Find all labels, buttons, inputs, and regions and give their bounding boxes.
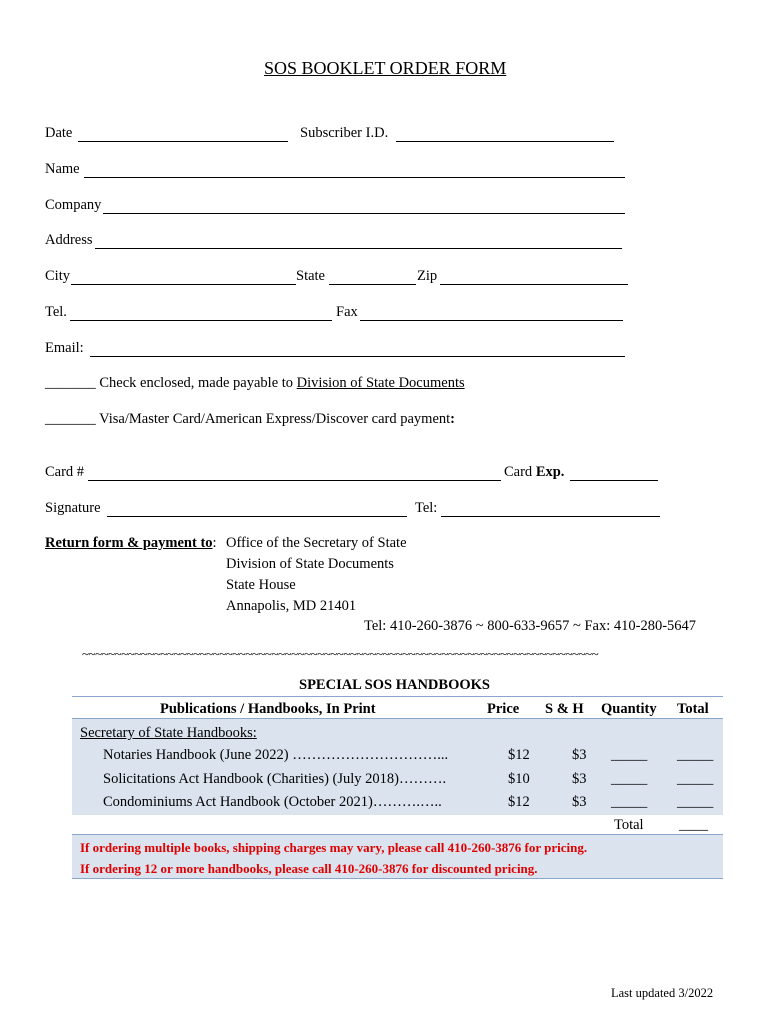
company-label: Company: [45, 197, 102, 213]
email-field[interactable]: [90, 356, 625, 357]
card-number-label: Card #: [45, 464, 85, 480]
zip-label: Zip: [417, 268, 438, 284]
table-top-rule: [72, 696, 723, 697]
row-2-sh: $3: [572, 771, 587, 787]
state-label: State: [296, 268, 325, 284]
city-field[interactable]: [71, 284, 296, 285]
name-field[interactable]: [84, 177, 625, 178]
card-colon: :: [450, 411, 456, 427]
bulk-note: If ordering 12 or more handbooks, please call 410-260-3876 for discounted pricing.: [80, 861, 538, 876]
row-1-qty[interactable]: _____: [611, 747, 648, 763]
card-exp-field[interactable]: [570, 480, 658, 481]
subscriber-id-field[interactable]: [396, 141, 614, 142]
shipping-note: If ordering multiple books, shipping charges may vary, please call 410-260-3876 for pricing.: [80, 840, 588, 855]
fax-label: Fax: [336, 304, 358, 320]
col-sh: S & H: [545, 701, 584, 717]
signature-field[interactable]: [107, 516, 407, 517]
return-line-4: Annapolis, MD 21401: [226, 598, 357, 614]
card-exp-label: [504, 464, 564, 481]
grand-total-label: Total: [614, 817, 644, 833]
row-3-total[interactable]: _____: [677, 794, 714, 810]
fax-field[interactable]: [360, 320, 623, 321]
notes-top-rule: [72, 834, 723, 835]
last-updated: Last updated 3/2022: [611, 986, 714, 1000]
row-1-total[interactable]: _____: [677, 747, 714, 763]
row-3-qty[interactable]: _____: [611, 794, 648, 810]
email-label: Email:: [45, 340, 84, 356]
subscriber-id-label: Subscriber I.D.: [300, 125, 389, 141]
return-line-1: Office of the Secretary of State: [226, 535, 407, 551]
col-price: Price: [487, 701, 520, 717]
return-contact: Tel: 410-260-3876 ~ 800-633-9657 ~ Fax: 410-280-5647: [364, 618, 697, 634]
return-line-2: Division of State Documents: [226, 556, 394, 572]
return-line-3: State House: [226, 577, 296, 593]
company-field[interactable]: [103, 213, 625, 214]
card-exp-prefix: Card: [504, 464, 533, 480]
state-field[interactable]: [329, 284, 416, 285]
signature-tel-label: Tel:: [415, 500, 438, 516]
tel-field[interactable]: [70, 320, 332, 321]
signature-label: Signature: [45, 500, 101, 516]
card-number-field[interactable]: [88, 480, 501, 481]
return-label-colon: :: [212, 535, 217, 551]
card-option[interactable]: [45, 411, 455, 428]
tel-label: Tel.: [45, 304, 67, 320]
row-2-price: $10: [508, 771, 530, 787]
form-title: SOS BOOKLET ORDER FORM: [264, 58, 507, 78]
col-quantity: Quantity: [601, 701, 657, 717]
row-1-sh: $3: [572, 747, 587, 763]
table-bottom-rule: [72, 878, 723, 879]
check-text: Check enclosed, made payable to: [99, 375, 294, 391]
name-label: Name: [45, 161, 80, 177]
tilde-divider: ~~~~~~~~~~~~~~~~~~~~~~~~~~~~~~~~~~~~~~~~~~~~~~~~~~~~~~~~~~~~~~~~~~~~~~~~~~~~~~~: [82, 646, 599, 661]
row-1-price: $12: [508, 747, 530, 763]
row-2-total[interactable]: _____: [677, 771, 714, 787]
date-label: Date: [45, 125, 73, 141]
check-blank: _______: [45, 375, 96, 391]
city-label: City: [45, 268, 70, 284]
card-exp-text: Exp.: [535, 464, 565, 480]
return-label-text: Return form & payment to: [45, 535, 213, 551]
row-3-price: $12: [508, 794, 530, 810]
address-field[interactable]: [95, 248, 622, 249]
row-1-name: Notaries Handbook (June 2022) …………………………...: [103, 747, 449, 763]
signature-tel-field[interactable]: [441, 516, 660, 517]
row-3-name: Condominiums Act Handbook (October 2021)……….…..: [103, 794, 442, 810]
row-2-name: Solicitations Act Handbook (Charities) (July 2018)……….: [103, 771, 447, 787]
address-label: Address: [45, 232, 93, 248]
col-total: Total: [677, 701, 709, 717]
card-blank: _______: [45, 411, 96, 427]
row-3-sh: $3: [572, 794, 587, 810]
col-publications: Publications / Handbooks, In Print: [160, 701, 376, 717]
grand-total-field[interactable]: ____: [679, 817, 708, 833]
return-label: [45, 535, 217, 552]
zip-field[interactable]: [440, 284, 628, 285]
check-option[interactable]: [45, 375, 465, 392]
card-text: Visa/Master Card/American Express/Discover card payment: [99, 411, 451, 427]
date-field[interactable]: [78, 141, 288, 142]
check-payee: Division of State Documents: [296, 375, 465, 391]
table-heading: SPECIAL SOS HANDBOOKS: [299, 677, 490, 693]
row-2-qty[interactable]: _____: [611, 771, 648, 787]
group-label: Secretary of State Handbooks:: [80, 725, 257, 741]
